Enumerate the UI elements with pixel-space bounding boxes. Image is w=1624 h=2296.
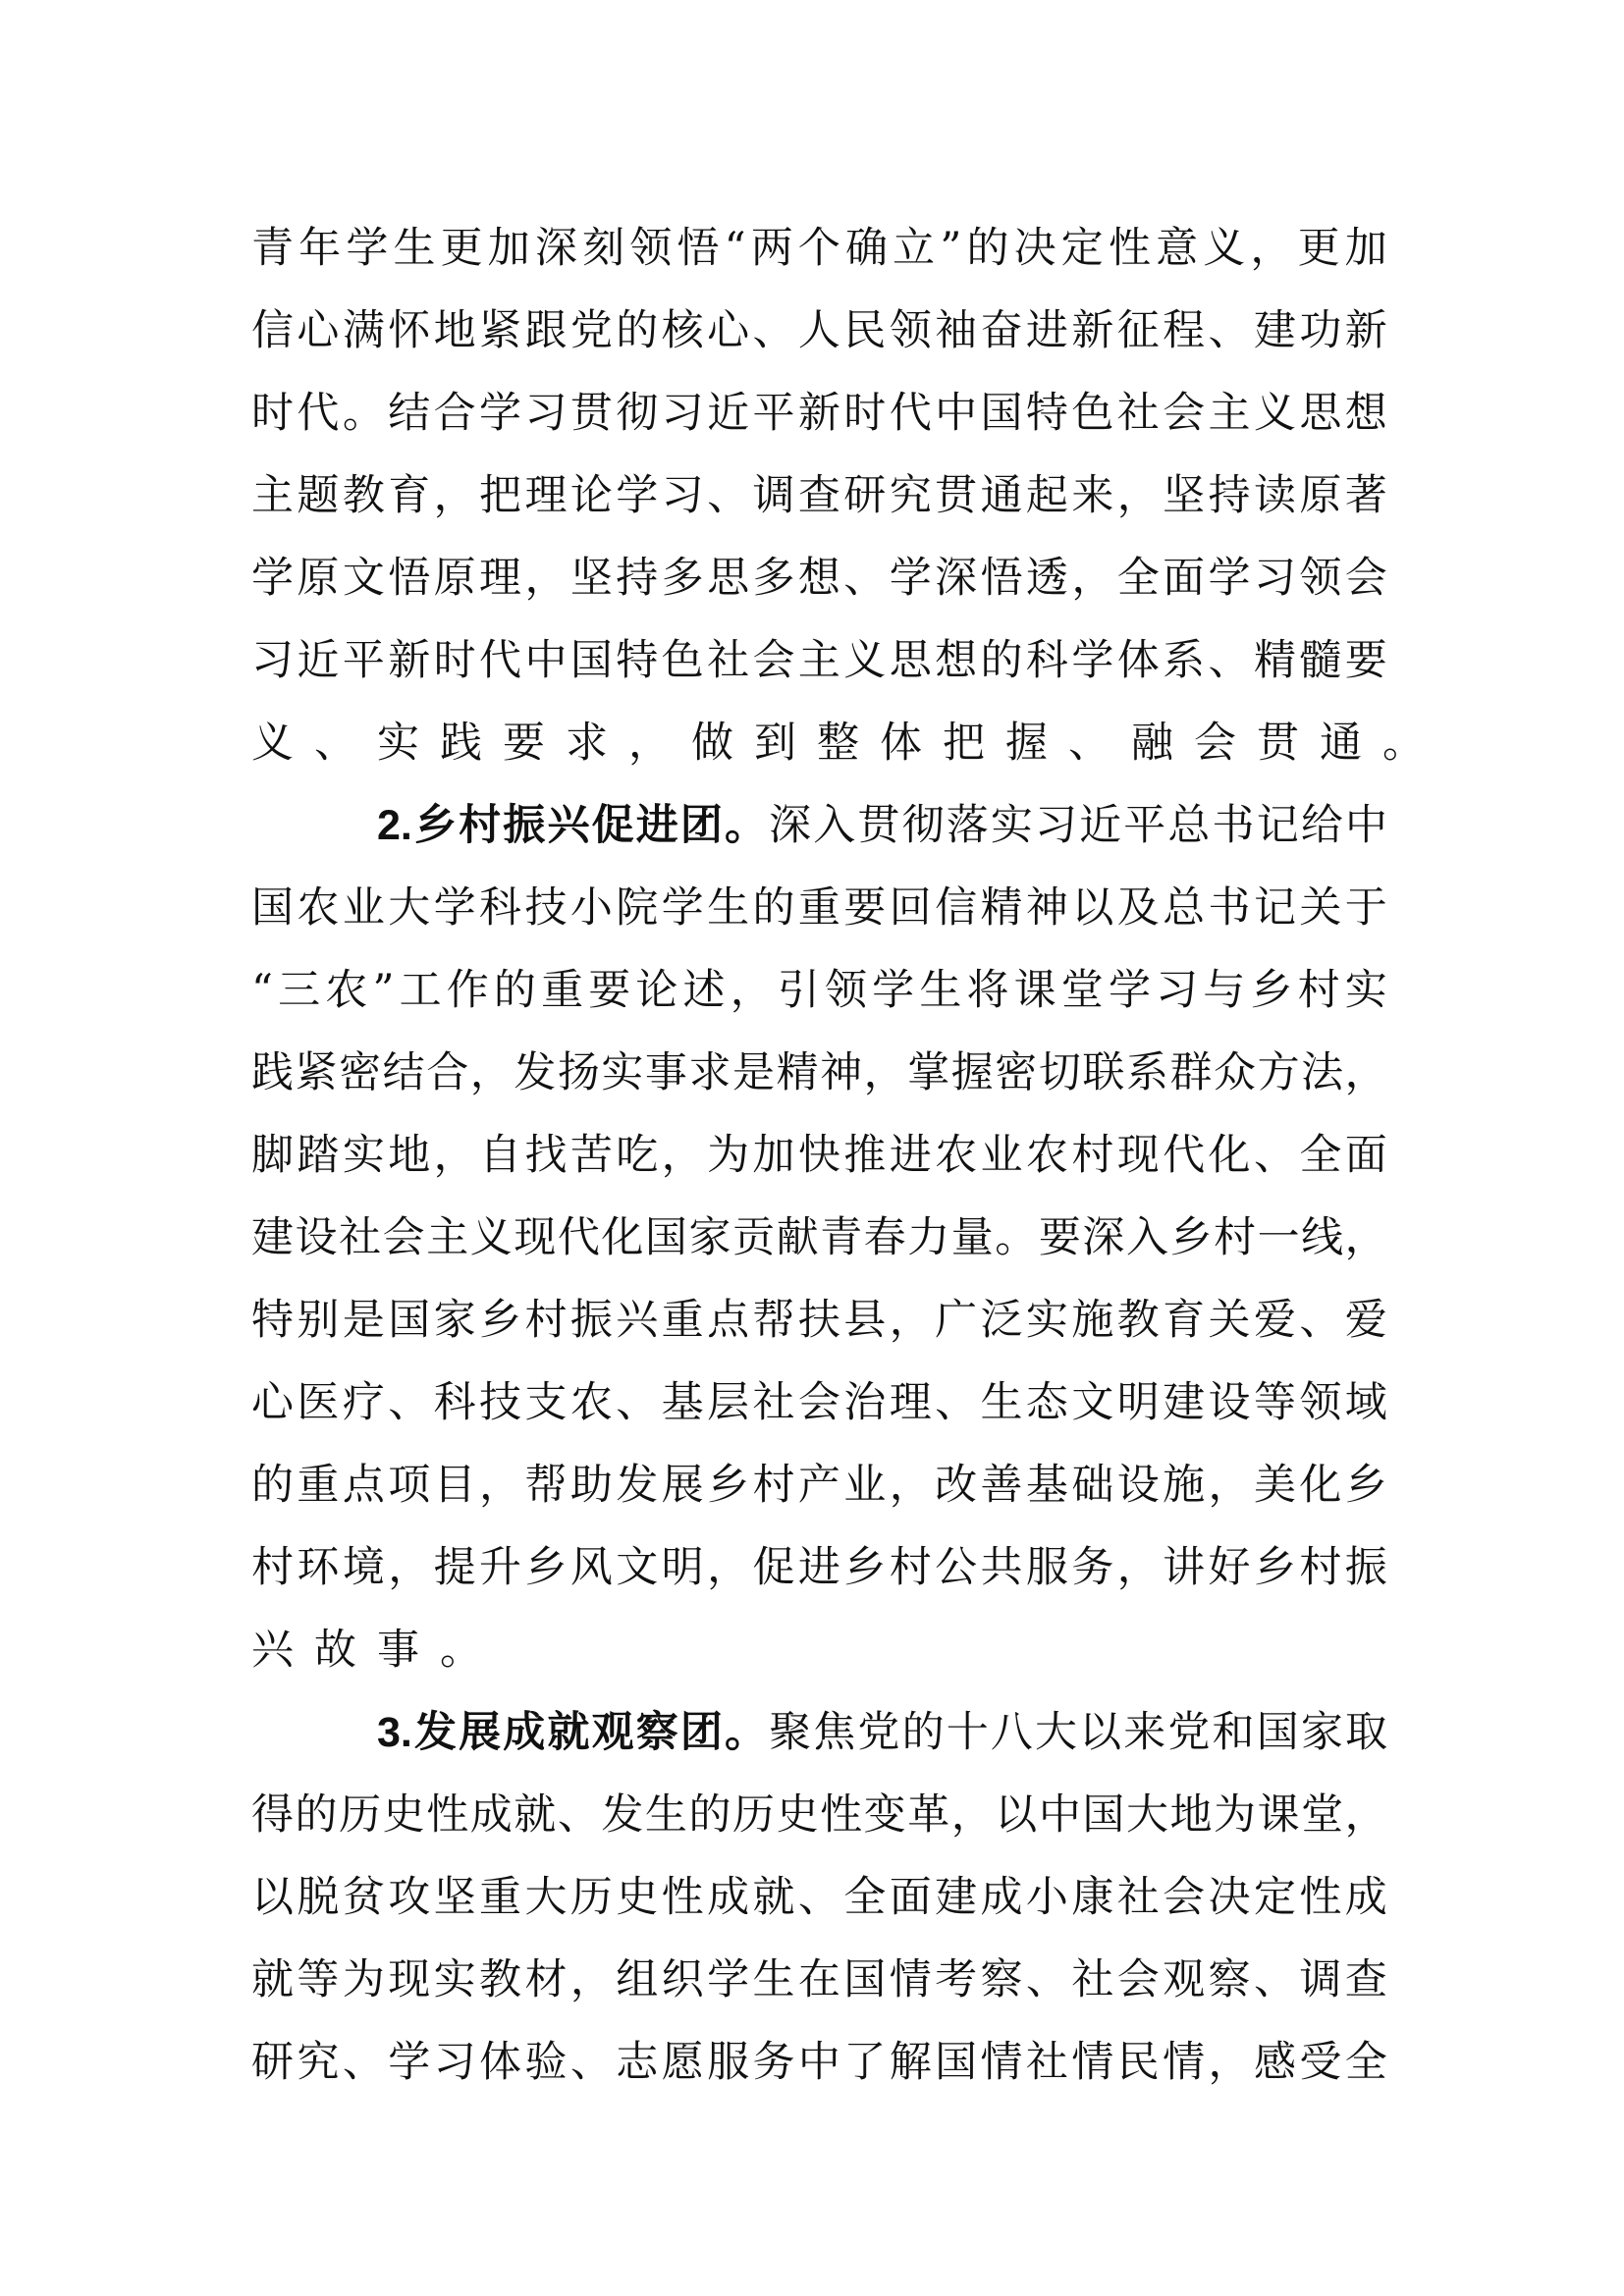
text-line: 特 别 是 国 家 乡 村 振 兴 重 点 帮 扶 县 ， 广 泛 实 施 教 育 关 爱 、 爱 — [251, 1296, 1387, 1345]
text-line: 以 脱 贫 攻 坚 重 大 历 史 性 成 就 、 全 面 建 成 小 康 社 会 决 定 性 成 — [251, 1873, 1387, 1922]
text-line: 心 医 疗 、 科 技 支 农 、 基 层 社 会 治 理 、 生 态 文 明 建 设 等 领 域 — [251, 1378, 1387, 1427]
text-line: 得 的 历 史 性 成 就 、 发 生 的 历 史 性 变 革 ， 以 中 国 大 地 为 课 堂 ， — [251, 1790, 1387, 1840]
text-line: 村 环 境 ， 提 升 乡 风 文 明 ， 促 进 乡 村 公 共 服 务 ， 讲 好 乡 村 振 — [251, 1543, 1387, 1592]
text-line: 时 代 。 结 合 学 习 贯 彻 习 近 平 新 时 代 中 国 特 色 社 会 主 义 思 想 — [251, 389, 1387, 438]
text-line: 的 重 点 项 目 ， 帮 助 发 展 乡 村 产 业 ， 改 善 基 础 设 施 ， 美 化 乡 — [251, 1461, 1387, 1510]
text-line: 建 设 社 会 主 义 现 代 化 国 家 贡 献 青 春 力 量 。 要 深 入 乡 村 一 线 ， — [251, 1213, 1387, 1262]
text-line: 兴 故 事 。 — [251, 1626, 482, 1675]
text-line: 学 原 文 悟 原 理 ， 坚 持 多 思 多 想 、 学 深 悟 透 ， 全 面 学 习 领 会 — [251, 554, 1387, 603]
paragraph-heading-line: 3. 发 展 成 就 观 察 团 。 聚 焦 党 的 十 八 大 以 来 党 和 国 家 取 — [377, 1708, 1387, 1757]
paragraph-heading-line: 2. 乡 村 振 兴 促 进 团 。 深 入 贯 彻 落 实 习 近 平 总 书 记 给 中 — [377, 801, 1387, 850]
paragraph-1 — [251, 207, 1425, 784]
text-line: 青 年 学 生 更 加 深 刻 领 悟 “ 两 个 确 立 ” 的 决 定 性 意 义 ， 更 加 — [251, 224, 1387, 273]
paragraph-2 — [251, 784, 1387, 1691]
text-line: 主 题 教 育 ， 把 理 论 学 习 、 调 查 研 究 贯 通 起 来 ， 坚 持 读 原 著 — [251, 471, 1387, 520]
document-body — [251, 207, 1425, 2104]
text-line: 研 究 、 学 习 体 验 、 志 愿 服 务 中 了 解 国 情 社 情 民 情 ， 感 受 全 — [251, 2038, 1387, 2087]
text-line: 践 紧 密 结 合 ， 发 扬 实 事 求 是 精 神 ， 掌 握 密 切 联 系 群 众 方 法 ， — [251, 1048, 1387, 1097]
text-line: 习 近 平 新 时 代 中 国 特 色 社 会 主 义 思 想 的 科 学 体 系 、 精 髓 要 — [251, 636, 1387, 685]
text-line: 义 、 实 践 要 求 ， 做 到 整 体 把 握 、 融 会 贯 通 。 — [251, 719, 1425, 768]
text-line: 信 心 满 怀 地 紧 跟 党 的 核 心 、 人 民 领 袖 奋 进 新 征 程 、 建 功 新 — [251, 306, 1387, 355]
text-line: 脚 踏 实 地 ， 自 找 苦 吃 ， 为 加 快 推 进 农 业 农 村 现 代 化 、 全 面 — [251, 1131, 1387, 1180]
text-line: 国 农 业 大 学 科 技 小 院 学 生 的 重 要 回 信 精 神 以 及 总 书 记 关 于 — [251, 883, 1387, 933]
paragraph-3 — [251, 1691, 1387, 2104]
text-line: 就 等 为 现 实 教 材 ， 组 织 学 生 在 国 情 考 察 、 社 会 观 察 、 调 查 — [251, 1955, 1387, 2004]
text-line: “ 三 农 ” 工 作 的 重 要 论 述 ， 引 领 学 生 将 课 堂 学 习 与 乡 村 实 — [251, 966, 1387, 1015]
